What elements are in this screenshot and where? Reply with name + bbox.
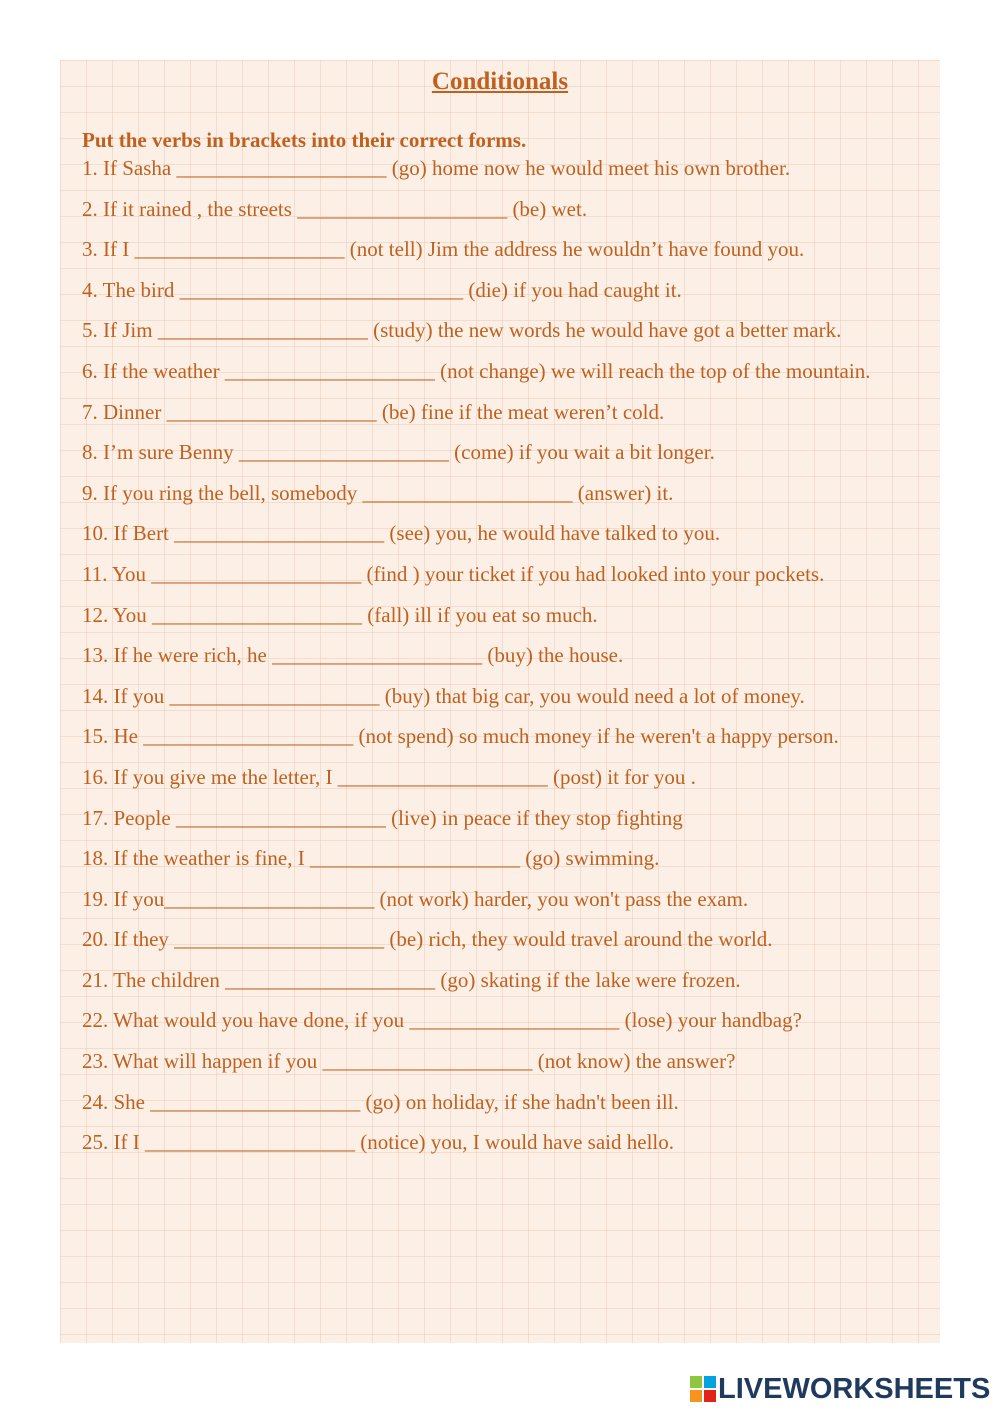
item-text-before: 19. If you — [82, 886, 165, 911]
item-text-after: (not spend) so much money if he weren't a happy person. — [353, 724, 839, 749]
exercise-item — [82, 229, 922, 270]
item-text-after: (not tell) Jim the address he wouldn’t have found you. — [344, 237, 805, 262]
answer-blank[interactable]: ____________________ — [157, 318, 368, 343]
item-text-before: 18. If the weather is fine, I — [82, 846, 310, 871]
answer-blank[interactable]: ____________________ — [174, 927, 385, 952]
item-text-after: (study) the new words he would have got a better mark. — [367, 318, 842, 343]
item-text-before: 25. If I — [82, 1130, 145, 1155]
answer-blank[interactable]: ____________________ — [144, 1130, 355, 1155]
answer-blank[interactable]: ____________________ — [362, 480, 573, 505]
item-text-after: (lose) your handbag? — [619, 1008, 802, 1033]
item-text-before: 13. If he were rich, he — [82, 643, 273, 668]
worksheet-page — [60, 60, 940, 1343]
liveworksheets-logo-icon — [690, 1376, 716, 1402]
answer-blank[interactable]: ____________________ — [169, 683, 380, 708]
exercise-item — [82, 432, 922, 473]
answer-blank[interactable]: ____________________ — [152, 602, 363, 627]
item-text-after: (fall) ill if you eat so much. — [362, 602, 598, 627]
exercise-item — [82, 1122, 922, 1163]
worksheet-title: Conditionals — [431, 68, 569, 95]
exercise-item — [82, 1082, 922, 1123]
exercise-item — [82, 554, 922, 595]
item-text-after: (go) skating if the lake were frozen. — [435, 967, 741, 992]
item-text-before: 9. If you ring the bell, somebody — [82, 480, 363, 505]
exercise-item — [82, 798, 922, 839]
answer-blank[interactable]: ____________________ — [238, 440, 449, 465]
exercise-item — [82, 513, 922, 554]
item-text-before: 14. If you — [82, 683, 170, 708]
item-text-before: 12. You — [82, 602, 153, 627]
item-text-before: 17. People — [82, 805, 176, 830]
answer-blank[interactable]: ____________________ — [164, 886, 375, 911]
answer-blank[interactable]: ___________________________ — [179, 277, 464, 302]
exercise-item — [82, 310, 922, 351]
brand-footer — [690, 1372, 990, 1406]
item-text-after: (go) home now he would meet his own brother. — [386, 156, 791, 180]
item-text-after: (buy) that big car, you would need a lot of money. — [379, 683, 805, 708]
exercise-item — [82, 270, 922, 311]
item-text-before: 8. I’m sure Benny — [82, 440, 239, 465]
answer-blank[interactable]: ____________________ — [272, 643, 483, 668]
item-text-before: 3. If I — [82, 237, 135, 262]
answer-blank[interactable]: ____________________ — [297, 196, 508, 221]
exercise-item — [82, 189, 922, 230]
exercise-item — [82, 351, 922, 392]
answer-blank[interactable]: ____________________ — [310, 846, 520, 871]
answer-blank[interactable]: ____________________ — [225, 967, 436, 992]
exercise-item — [82, 716, 922, 757]
item-text-after: (answer) it. — [572, 480, 674, 505]
item-text-before: 10. If Bert — [82, 521, 175, 546]
item-text-before: 20. If they — [82, 927, 175, 952]
answer-blank[interactable]: ____________________ — [337, 764, 548, 789]
answer-blank[interactable]: ____________________ — [409, 1008, 620, 1033]
item-text-before: 1. If Sasha — [82, 156, 177, 180]
item-text-after: (not work) harder, you won't pass the exam. — [374, 886, 749, 911]
exercise-item — [82, 392, 922, 433]
item-text-after: (be) rich, they would travel around the world. — [384, 927, 773, 952]
item-text-before: 5. If Jim — [82, 318, 158, 343]
answer-blank[interactable]: ____________________ — [175, 805, 386, 830]
item-text-before: 6. If the weather — [82, 358, 225, 383]
item-text-before: 2. If it rained , the streets — [82, 196, 298, 221]
item-text-before: 7. Dinner — [82, 399, 167, 424]
answer-blank[interactable]: ____________________ — [322, 1049, 533, 1074]
item-text-before: 16. If you give me the letter, I — [82, 764, 338, 789]
exercise-item — [82, 148, 922, 189]
item-text-before: 21. The children — [82, 967, 226, 992]
exercise-item — [82, 960, 922, 1001]
item-text-before: 11. You — [82, 561, 152, 586]
item-text-after: (not know) the answer? — [532, 1049, 736, 1074]
exercise-item — [82, 595, 922, 636]
item-text-after: (go) on holiday, if she hadn't been ill. — [360, 1089, 679, 1114]
answer-blank[interactable]: ____________________ — [134, 237, 345, 262]
item-text-after: (be) fine if the meat weren’t cold. — [376, 399, 665, 424]
item-text-after: (live) in peace if they stop fighting — [385, 805, 683, 830]
exercise-item — [82, 879, 922, 920]
exercise-item — [82, 919, 922, 960]
item-text-before: 15. He — [82, 724, 144, 749]
item-text-after: (come) if you wait a bit longer. — [448, 440, 715, 465]
answer-blank[interactable]: ____________________ — [151, 561, 362, 586]
instructions: Put the verbs in brackets into their correct forms. — [82, 128, 527, 152]
exercise-item — [82, 1000, 922, 1041]
item-text-after: (post) it for you . — [547, 764, 696, 789]
item-text-before: 22. What would you have done, if you — [82, 1008, 410, 1033]
answer-blank[interactable]: ____________________ — [143, 724, 354, 749]
exercise-item — [82, 676, 922, 717]
item-text-after: (be) wet. — [507, 196, 588, 221]
item-text-after: (find ) your ticket if you had looked into your pockets. — [361, 561, 825, 586]
item-text-after: (notice) you, I would have said hello. — [354, 1130, 674, 1155]
answer-blank[interactable]: ____________________ — [224, 358, 435, 383]
item-text-after: (buy) the house. — [482, 643, 624, 668]
exercise-item — [82, 1041, 922, 1082]
answer-blank[interactable]: ____________________ — [150, 1089, 361, 1114]
exercise-item — [82, 757, 922, 798]
item-text-before: 4. The bird — [82, 277, 180, 302]
exercise-item — [82, 473, 922, 514]
answer-blank[interactable]: ____________________ — [166, 399, 377, 424]
answer-blank[interactable]: ____________________ — [176, 156, 387, 180]
item-text-before: 24. She — [82, 1089, 151, 1114]
exercise-list — [82, 148, 922, 1163]
item-text-after: (go) swimming. — [520, 846, 660, 871]
brand-name: LIVEWORKSHEETS — [718, 1372, 991, 1405]
exercise-item — [82, 838, 922, 879]
item-text-before: 23. What will happen if you — [82, 1049, 323, 1074]
item-text-after: (see) you, he would have talked to you. — [384, 521, 721, 546]
answer-blank[interactable]: ____________________ — [174, 521, 385, 546]
exercise-item — [82, 635, 922, 676]
item-text-after: (die) if you had caught it. — [463, 277, 682, 302]
item-text-after: (not change) we will reach the top of the mountain. — [434, 358, 871, 383]
